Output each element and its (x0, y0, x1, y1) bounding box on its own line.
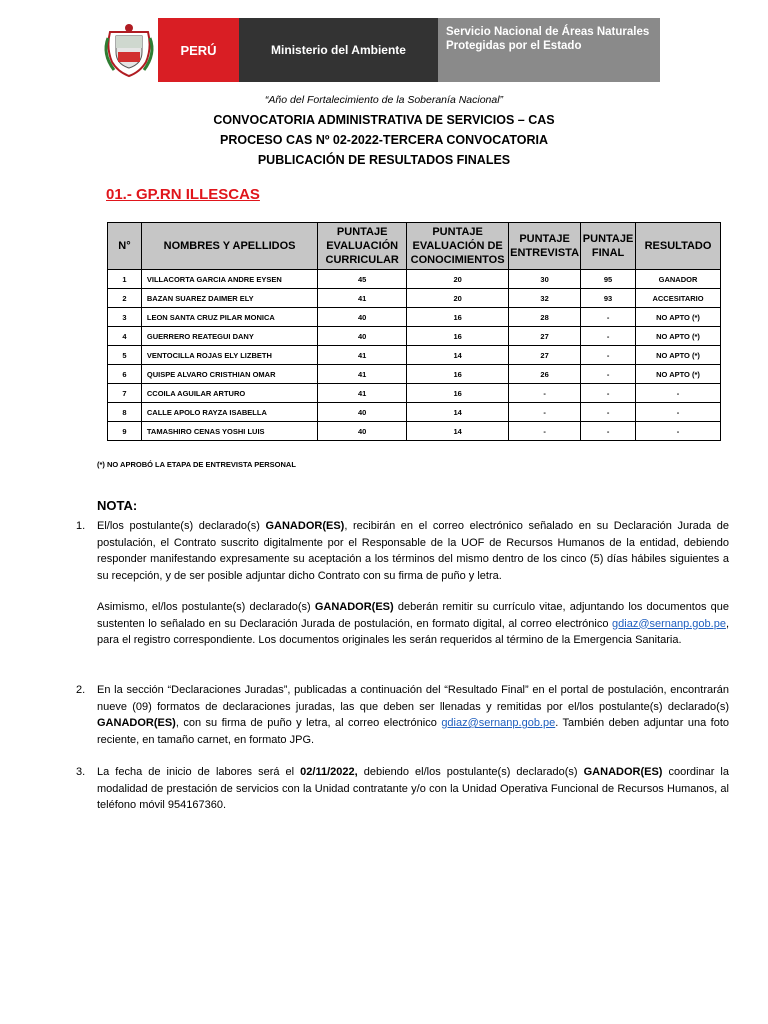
table-row (108, 384, 721, 403)
cell-number: 7 (108, 384, 142, 403)
cell-result: NO APTO (*) (636, 327, 721, 346)
header-interview: PUNTAJE ENTREVISTA (509, 223, 581, 270)
note-number-1: 1. (76, 520, 86, 532)
cell-number: 9 (108, 422, 142, 441)
note-text: , para el registro correspondiente. Los documentos originales les serán requeridos al término de la Emergencia Sanitaria. (97, 617, 729, 646)
cell-interview: - (509, 422, 581, 441)
table-row (108, 346, 721, 365)
ministry-banner: Ministerio del Ambiente (239, 18, 438, 82)
title-line-2: PROCESO CAS Nº 02-2022-TERCERA CONVOCATORIA (219, 133, 548, 147)
note-text: El/los postulante(s) declarado(s) (97, 520, 266, 532)
cell-result: - (636, 384, 721, 403)
note-paragraph-3 (97, 764, 729, 814)
cell-knowledge: 20 (407, 270, 509, 289)
year-motto: “Año del Fortalecimiento de la Soberanía Nacional” (264, 94, 504, 106)
cell-knowledge: 16 (407, 365, 509, 384)
cell-number: 8 (108, 403, 142, 422)
email-link[interactable]: gdiaz@sernanp.gob.pe (612, 617, 726, 630)
note-paragraph-1b (97, 599, 729, 649)
cell-interview: 30 (509, 270, 581, 289)
cell-final: - (581, 327, 636, 346)
cell-knowledge: 20 (407, 289, 509, 308)
header-final: PUNTAJE FINAL (581, 223, 636, 270)
cell-knowledge: 14 (407, 403, 509, 422)
cell-curricular: 40 (318, 422, 407, 441)
email-link[interactable]: gdiaz@sernanp.gob.pe (441, 717, 556, 729)
section-title: 01.- GP.RN ILLESCAS (106, 186, 260, 203)
cell-interview: - (509, 403, 581, 422)
table-footnote: (*) NO APROBÓ LA ETAPA DE ENTREVISTA PERSONAL (97, 460, 296, 469)
nota-title: NOTA: (97, 498, 138, 513)
cell-curricular: 41 (318, 365, 407, 384)
cell-number: 6 (108, 365, 142, 384)
cell-final: - (581, 403, 636, 422)
cell-result: - (636, 422, 721, 441)
header-names: NOMBRES Y APELLIDOS (141, 223, 317, 270)
cell-curricular: 45 (318, 270, 407, 289)
cell-curricular: 41 (318, 346, 407, 365)
cell-final: - (581, 308, 636, 327)
title-line-1: CONVOCATORIA ADMINISTRATIVA DE SERVICIOS – CAS (213, 113, 555, 127)
cell-curricular: 40 (318, 327, 407, 346)
cell-final: 95 (581, 270, 636, 289)
cell-knowledge: 16 (407, 384, 509, 403)
cell-name: VENTOCILLA ROJAS ELY LIZBETH (141, 346, 317, 365)
cell-interview: 26 (509, 365, 581, 384)
results-table (107, 222, 721, 441)
header-number: N° (108, 223, 142, 270)
table-row (108, 403, 721, 422)
cell-name: CCOILA AGUILAR ARTURO (141, 384, 317, 403)
title-line-3: PUBLICACIÓN DE RESULTADOS FINALES (257, 153, 511, 167)
note-text: debiendo el/los postulante(s) declarado(s) (357, 766, 584, 778)
cell-name: TAMASHIRO CENAS YOSHI LUIS (141, 422, 317, 441)
note-bold: GANADOR(ES) (97, 717, 176, 729)
service-line-1: Servicio Nacional de Áreas Naturales (446, 26, 650, 38)
cell-knowledge: 14 (407, 346, 509, 365)
note-number-2: 2. (76, 684, 86, 696)
cell-knowledge: 14 (407, 422, 509, 441)
table-row (108, 308, 721, 327)
cell-final: 93 (581, 289, 636, 308)
cell-final: - (581, 365, 636, 384)
note-bold: GANADOR(ES) (314, 601, 394, 613)
note-text: coordinar la modalidad de prestación de servicios con la Unidad contratante y/o con la Unidad Operativa Funcional de Recursos Humanos, al teléfono móvil 954167360. (97, 766, 729, 811)
note-text: deberán remitir su currículo vitae, adjuntando los documentos que sustenten lo señalado en su Declaración Jurada de postulación, en formato digital, al correo electrónico (97, 601, 730, 630)
cell-result: GANADOR (636, 270, 721, 289)
table-row (108, 422, 721, 441)
note-text: En la sección “Declaraciones Juradas”, publicadas a continuación del “Resultado Final” en el portal de postulación, encontrarán nueve (09) formatos de declaraciones juradas, las que deben ser llenadas y remitidas por el/los postulante(s) declarado(s) (97, 684, 729, 713)
cell-name: GUERRERO REATEGUI DANY (141, 327, 317, 346)
table-row (108, 327, 721, 346)
header-result: RESULTADO (636, 223, 721, 270)
peru-coat-of-arms-icon (100, 18, 158, 82)
note-bold: GANADOR(ES) (583, 766, 663, 778)
note-paragraph-2 (97, 682, 729, 748)
service-line-2: Protegidas por el Estado (446, 40, 582, 52)
cell-curricular: 41 (318, 384, 407, 403)
table-row (108, 365, 721, 384)
cell-result: NO APTO (*) (636, 365, 721, 384)
cell-interview: 27 (509, 346, 581, 365)
cell-curricular: 41 (318, 289, 407, 308)
cell-interview: 32 (509, 289, 581, 308)
peru-banner: PERÚ (158, 18, 239, 82)
note-text: , con su firma de puño y letra, al correo electrónico (175, 717, 442, 729)
header-curricular: PUNTAJE EVALUACIÓN CURRICULAR (318, 223, 407, 270)
cell-number: 4 (108, 327, 142, 346)
cell-curricular: 40 (318, 403, 407, 422)
cell-final: - (581, 422, 636, 441)
cell-result: ACCESITARIO (636, 289, 721, 308)
service-banner (438, 18, 660, 82)
cell-number: 3 (108, 308, 142, 327)
cell-result: NO APTO (*) (636, 308, 721, 327)
cell-curricular: 40 (318, 308, 407, 327)
cell-number: 2 (108, 289, 142, 308)
note-paragraph-1 (97, 518, 729, 584)
note-number-3: 3. (76, 766, 86, 778)
cell-number: 1 (108, 270, 142, 289)
cell-final: - (581, 346, 636, 365)
note-text: La fecha de inicio de labores será el (97, 766, 301, 778)
cell-interview: - (509, 384, 581, 403)
table-header-row (108, 223, 721, 270)
cell-name: CALLE APOLO RAYZA ISABELLA (141, 403, 317, 422)
note-text: Asimismo, el/los postulante(s) declarado(s) (97, 601, 315, 613)
table-row (108, 289, 721, 308)
document-titles (0, 110, 768, 170)
note-bold: GANADOR(ES) (265, 520, 345, 532)
cell-interview: 28 (509, 308, 581, 327)
header-knowledge: PUNTAJE EVALUACIÓN DE CONOCIMIENTOS (407, 223, 509, 270)
cell-number: 5 (108, 346, 142, 365)
cell-name: VILLACORTA GARCIA ANDRE EYSEN (141, 270, 317, 289)
cell-name: BAZAN SUAREZ DAIMER ELY (141, 289, 317, 308)
cell-result: NO APTO (*) (636, 346, 721, 365)
note-text: . También deben adjuntar una foto reciente, en tamaño carnet, en formato JPG. (97, 717, 729, 746)
cell-interview: 27 (509, 327, 581, 346)
page-header (100, 18, 660, 82)
note-bold: 02/11/2022, (300, 766, 358, 778)
cell-final: - (581, 384, 636, 403)
cell-name: QUISPE ALVARO CRISTHIAN OMAR (141, 365, 317, 384)
cell-knowledge: 16 (407, 327, 509, 346)
cell-result: - (636, 403, 721, 422)
table-row (108, 270, 721, 289)
cell-name: LEON SANTA CRUZ PILAR MONICA (141, 308, 317, 327)
cell-knowledge: 16 (407, 308, 509, 327)
note-text: , recibirán en el correo electrónico señalado en su Declaración Jurada de postulación, el Contrato suscrito digitalmente por el Responsable de la UOF de Recursos Humanos de la entidad, debiendo responder manifestando expresamente su aceptación a los términos del mismo dentro de los cinco (5) días hábiles siguientes a su recepción, y de ser posible adjuntar dicho Contrato con su firma de puño y letra. (97, 520, 729, 582)
